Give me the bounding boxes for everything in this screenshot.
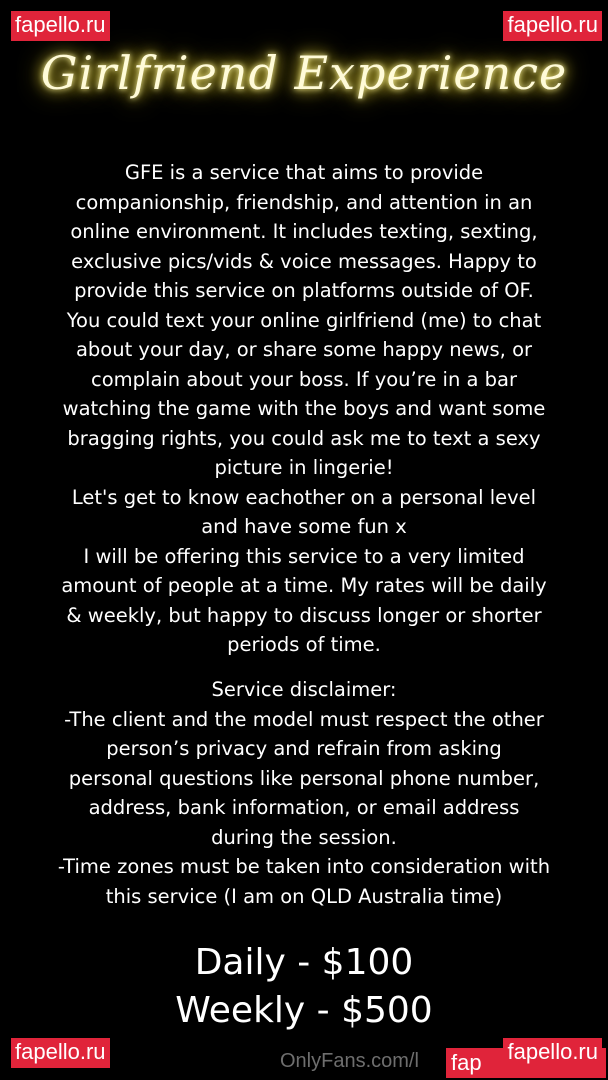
description-line: & weekly, but happy to discuss longer or shorter bbox=[66, 603, 542, 627]
disclaimer-line: personal questions like personal phone number, bbox=[68, 766, 540, 790]
watermark-bottom-right: fapello.ru bbox=[503, 1038, 602, 1068]
description-line: about your day, or share some happy news, or bbox=[75, 338, 533, 361]
watermark-top-right: fapello.ru bbox=[503, 11, 602, 41]
description-text bbox=[40, 158, 568, 660]
description-line: periods of time. bbox=[227, 633, 381, 656]
disclaimer-line: -Time zones must be taken into consideration with bbox=[57, 855, 551, 878]
watermark-bottom-partial: fap bbox=[446, 1048, 606, 1078]
disclaimer-line: address, bank information, or email address bbox=[88, 796, 520, 819]
disclaimer-text bbox=[40, 675, 568, 911]
description-line: You could text your online girlfriend (me) to chat bbox=[66, 308, 542, 332]
description-line: companionship, friendship, and attention in an bbox=[75, 190, 533, 214]
description-line: picture in lingerie! bbox=[214, 456, 394, 479]
disclaimer-line: Service disclaimer: bbox=[211, 678, 397, 701]
weekly-price: Weekly - $500 bbox=[175, 990, 433, 1031]
watermark-top-left: fapello.ru bbox=[11, 11, 110, 41]
disclaimer-line: person’s privacy and refrain from asking bbox=[106, 737, 502, 760]
disclaimer-line: during the session. bbox=[211, 825, 397, 849]
onlyfans-footer-url: OnlyFans.com/l bbox=[280, 1050, 419, 1072]
description-line: I will be offering this service to a very limited bbox=[83, 544, 525, 568]
description-line: amount of people at a time. My rates will be daily bbox=[61, 574, 547, 597]
description-line: bragging rights, you could ask me to text a sexy bbox=[67, 426, 541, 450]
neon-title: Girlfriend Experience bbox=[40, 46, 568, 100]
description-line: provide this service on platforms outside of OF. bbox=[74, 279, 534, 302]
disclaimer-line: this service (I am on QLD Australia time) bbox=[105, 884, 503, 908]
description-line: online environment. It includes texting, sexting, bbox=[70, 220, 538, 243]
watermark-bottom-left: fapello.ru bbox=[11, 1038, 110, 1068]
description-line: complain about your boss. If you’re in a bar bbox=[91, 367, 517, 391]
disclaimer-line: -The client and the model must respect the other bbox=[64, 707, 544, 731]
daily-price: Daily - $100 bbox=[194, 942, 414, 983]
description-line: GFE is a service that aims to provide bbox=[124, 161, 484, 184]
description-line: Let's get to know eachother on a personal level bbox=[71, 485, 537, 509]
description-line: watching the game with the boys and want some bbox=[62, 397, 546, 420]
description-line: exclusive pics/vids & voice messages. Happy to bbox=[71, 249, 537, 273]
description-line: and have some fun x bbox=[201, 515, 407, 538]
